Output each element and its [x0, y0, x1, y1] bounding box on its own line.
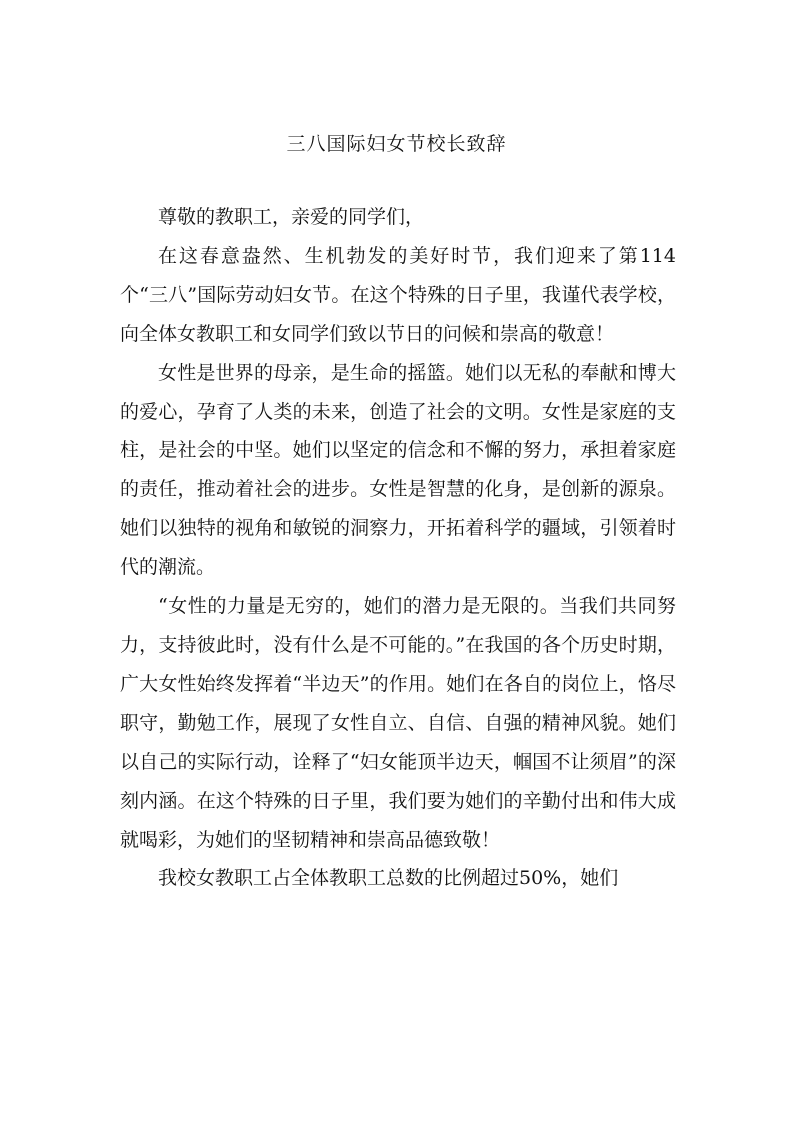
paragraph-1: 在这春意盎然、生机勃发的美好时节，我们迎来了第114个“三八”国际劳动妇女节。在这个特殊的日子里，我谨代表学校，向全体女教职工和女同学们致以节日的问候和崇高的敬意！: [120, 244, 676, 345]
paragraph-2: 女性是世界的母亲，是生命的摇篮。她们以无私的奉献和博大的爱心，孕育了人类的未来，创造了社会的文明。女性是家庭的支柱，是社会的中坚。她们以坚定的信念和不懈的努力，承担着家庭的责任，推动着社会的进步。女性是智慧的化身，是创新的源泉。她们以独特的视角和敏锐的洞察力，开拓着科学的疆域，引领着时代的潮流。: [120, 361, 676, 579]
document-body: [120, 198, 676, 898]
paragraph-3: “女性的力量是无穷的，她们的潜力是无限的。当我们共同努力，支持彼此时，没有什么是不可能的。”在我国的各个历史时期，广大女性始终发挥着“半边天”的作用。她们在各自的岗位上，恪尽职守，勤勉工作，展现了女性自立、自信、自强的精神风貌。她们以自己的实际行动，诠释了“妇女能顶半边天，帼国不让须眉”的深刻内涵。在这个特殊的日子里，我们要为她们的辛勤付出和伟大成就喝彩，为她们的坚韧精神和崇高品德致敬！: [120, 595, 676, 851]
document-title: 三八国际妇女节校长致辞: [286, 133, 507, 155]
paragraph-4: 我校女教职工占全体教职工总数的比例超过50%，她们: [158, 867, 619, 890]
salutation: 尊敬的教职工，亲爱的同学们，: [158, 206, 425, 228]
